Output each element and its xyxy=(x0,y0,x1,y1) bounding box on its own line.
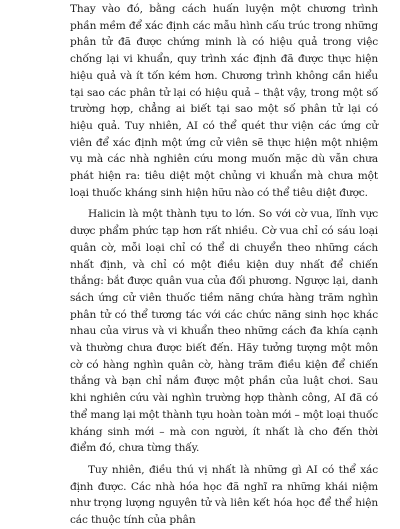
paragraph-3: Tuy nhiên, điều thú vị nhất là những gì AI có thể xác định được. Các nhà hóa học đã nghĩ ra những khái niệm như trọng lượng nguyên tử và liên kết hóa học để thể hiện các thuộc tính của phân xyxy=(70,463,378,527)
paragraph-2: Halicin là một thành tựu to lớn. So với cờ vua, lĩnh vực dược phẩm phức tạp hơn rất nhiều. Cờ vua chỉ có sáu loại quân cờ, mỗi loại chỉ có thể di chuyển theo những cách nhất định, và chỉ có một điều kiện duy nhất để chiến thắng: bắt được quân vua của đối phương. Ngược lại, danh sách ứng cử viên thuốc tiềm năng chứa hàng trăm nghìn phân tử có thể tương tác với các chức năng sinh học khác nhau của virus và vi khuẩn theo những cách đa khía cạnh và thường chưa được biết đến. Hãy tưởng tượng một môn cờ có hàng nghìn quân cờ, hàng trăm điều kiện để chiến thắng và bạn chỉ nắm được một phần của luật chơi. Sau khi nghiên cứu vài nghìn trường hợp thành công, AI đã có thể mang lại một thành tựu hoàn toàn mới – một loại thuốc kháng sinh mới – mà con người, ít nhất là cho đến thời điểm đó, chưa từng thấy. xyxy=(70,208,378,455)
paragraph-1: Thay vào đó, bằng cách huấn luyện một chương trình phần mềm để xác định các mẫu hình cấu trúc trong những phân tử đã được chứng minh là có hiệu quả trong việc chống lại vi khuẩn, quy trình xác định đã được thực hiện hiệu quả và ít tốn kém hơn. Chương trình không cần hiểu tại sao các phân tử lại có hiệu quả – thật vậy, trong một số trường hợp, chẳng ai biết tại sao một số phân tử lại có hiệu quả. Tuy nhiên, AI có thể quét thư viện các ứng cử viên để xác định một ứng cử viên sẽ thực hiện một nhiệm vụ mà các nhà nghiên cứu mong muốn mặc dù vẫn chưa phát hiện ra: tiêu diệt một chủng vi khuẩn mà chưa một loại thuốc kháng sinh hiện hữu nào có thể tiêu diệt được. xyxy=(70,3,378,199)
body-text xyxy=(70,1,378,529)
